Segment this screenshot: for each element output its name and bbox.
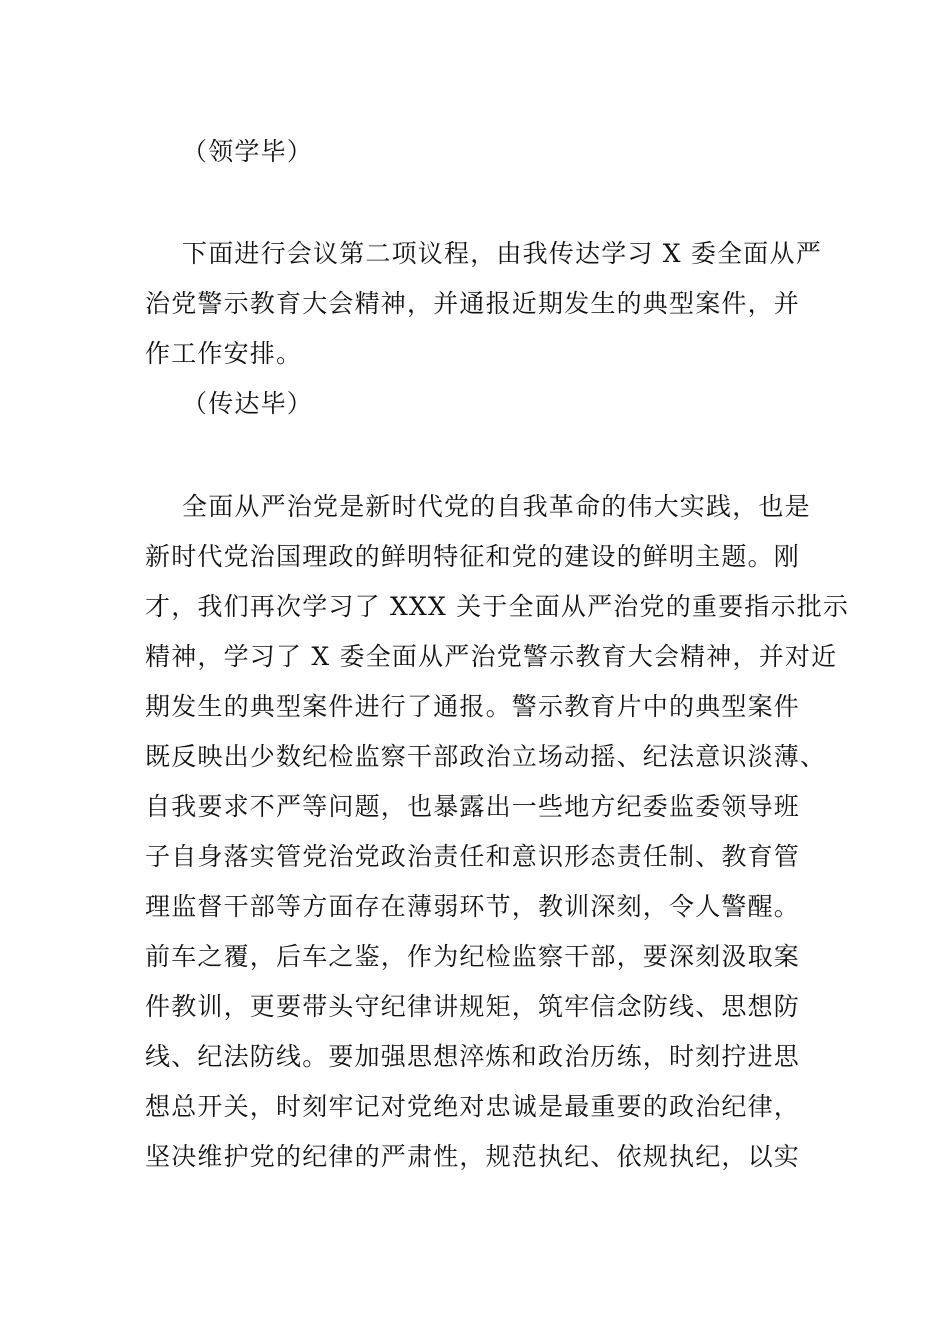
para1-line-2: 治党警示教育大会精神，并通报近期发生的典型案件，并 (145, 289, 801, 318)
note-chuanda-bi: （传达毕） (182, 389, 314, 418)
para2-line-12: 线、纪法防线。要加强思想淬炼和政治历练，时刻拧进思 (145, 1042, 801, 1071)
para2-line-1: 全面从严治党是新时代党的自我革命的伟大实践，也是 (182, 492, 811, 521)
para2-line-6: 既反映出少数纪检监察干部政治立场动摇、纪法意识淡薄、 (145, 742, 827, 771)
para2-line-13: 想总开关，时刻牢记对党绝对忠诚是最重要的政治纪律， (145, 1092, 801, 1121)
para2-line-7: 自我要求不严等问题，也暴露出一些地方纪委监委领导班 (145, 792, 801, 821)
para2-line-3: 才，我们再次学习了 XXX 关于全面从严治党的重要指示批示 (145, 592, 850, 621)
para2-line-11: 件教训，更要带头守纪律讲规矩，筑牢信念防线、思想防 (145, 992, 801, 1021)
para2-line-10: 前车之覆，后车之鉴，作为纪检监察干部，要深刻汲取案 (145, 942, 801, 971)
para2-line-8: 子自身落实管党治党政治责任和意识形态责任制、教育管 (145, 842, 801, 871)
para2-line-2: 新时代党治国理政的鲜明特征和党的建设的鲜明主题。刚 (145, 542, 801, 571)
para2-line-14: 坚决维护党的纪律的严肃性，规范执纪、依规执纪，以实 (145, 1142, 801, 1171)
para2-line-9: 理监督干部等方面存在薄弱环节，教训深刻，令人警醒。 (145, 892, 801, 921)
para2-line-5: 期发生的典型案件进行了通报。警示教育片中的典型案件 (145, 692, 801, 721)
note-lingxue-bi: （领学毕） (182, 137, 314, 166)
para1-line-1: 下面进行会议第二项议程，由我传达学习 X 委全面从严 (182, 239, 822, 268)
para2-line-4: 精神，学习了 X 委全面从严治党警示教育大会精神，并对近 (145, 642, 838, 671)
para1-line-3: 作工作安排。 (145, 339, 303, 368)
